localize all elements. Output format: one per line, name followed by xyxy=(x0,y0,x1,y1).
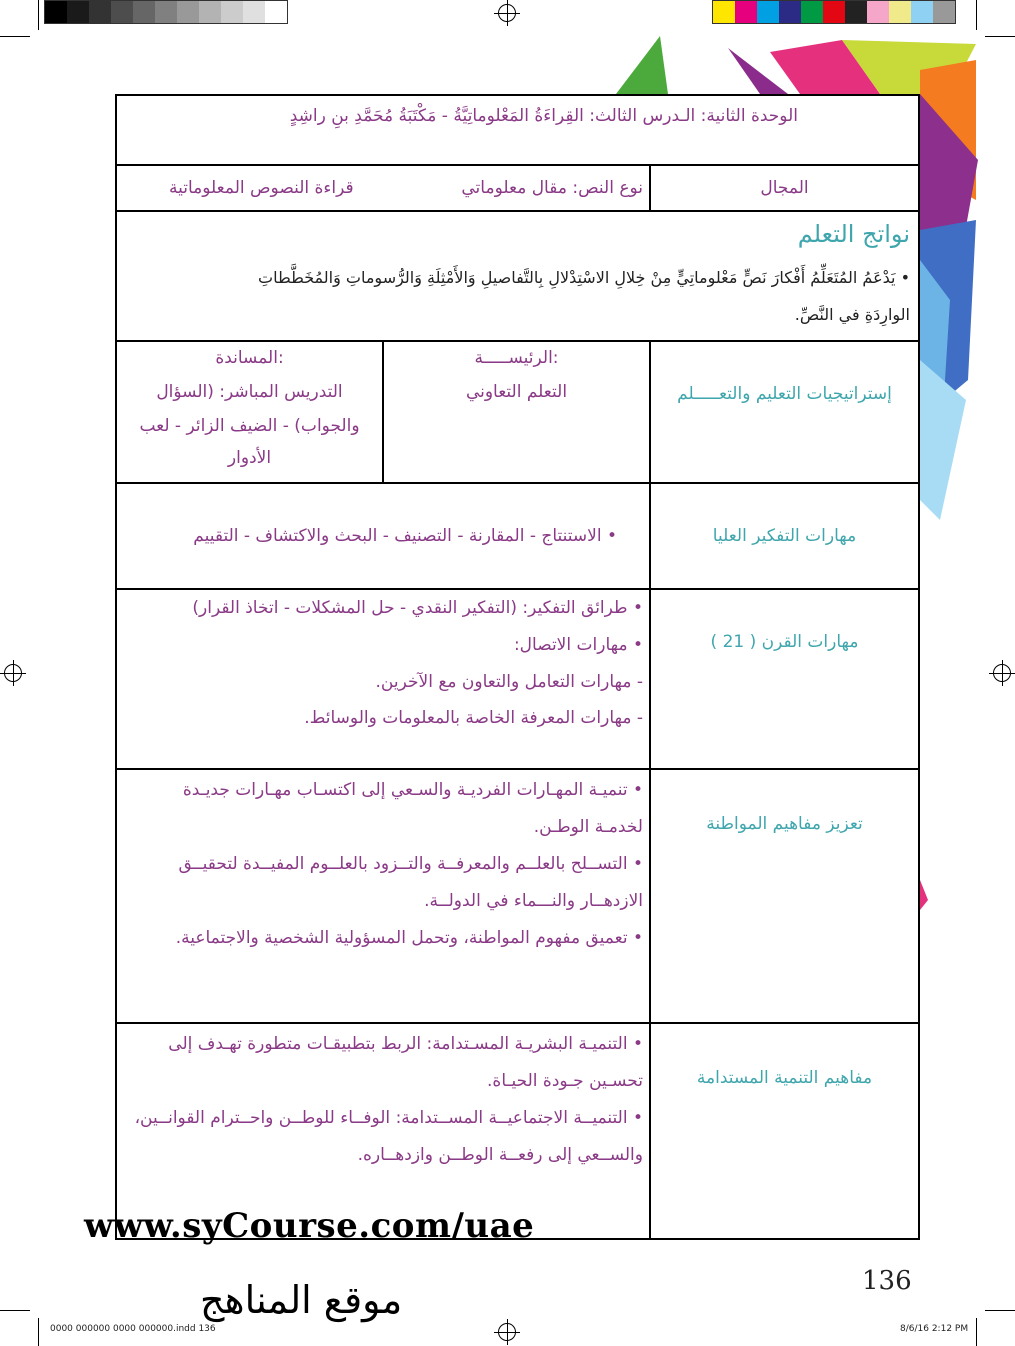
lesson-plan-table xyxy=(115,94,920,1240)
century-skills-label-cell xyxy=(649,588,920,770)
sustainability-label: مفاهيم التنمية المستدامة xyxy=(696,1068,873,1088)
outcomes-line-1: • يَدْعَمُ المُتَعَلِّمُ أَفْكارَ نَصٍّ مَعْلوماتِيٍّ مِنْ خِلالِ الاسْتِدْلالِ بِالتَّفاصيلِ وَالأَمْثِلَةِ وَالرُّسوماتِ وَالمُخَطَّطاتِ xyxy=(258,268,910,287)
sustainability-line: والســعي إلى رفعــة الوطــن وازدهــاره. xyxy=(357,1145,643,1165)
century-skill-line: - مهارات المعرفة الخاصة بالمعلومات والوسائط. xyxy=(304,708,643,728)
sustainability-line: تحسـين جـودة الحيـاة. xyxy=(487,1071,643,1091)
text-type: نوع النص: مقال معلوماتي xyxy=(461,178,643,198)
citizenship-line: لخدمـة الوطـن. xyxy=(533,817,643,837)
citizenship-label-cell xyxy=(649,768,920,1024)
support-strategy-line: والجواب) - الضيف الزائر - لعب xyxy=(139,416,360,436)
outcomes-heading: نواتج التعلم xyxy=(797,220,910,248)
citizenship-label: تعزيز مفاهيم المواطنة xyxy=(706,814,863,834)
century-skill-line: • طرائق التفكير: (التفكير النقدي - حل المشكلات - اتخاذ القرار) xyxy=(192,598,643,618)
century-skills-value-cell xyxy=(115,588,651,770)
higher-thinking-label-cell xyxy=(649,482,920,590)
higher-thinking-text: • الاستنتاج - المقارنة - التصنيف - البحث والاكتشاف - التقييم xyxy=(193,526,617,546)
sustainability-line: • التنميـة البشريـة المسـتدامة: الربط بتطبيقـات متطورة تهـدف إلى xyxy=(168,1034,643,1054)
higher-thinking-label: مهارات التفكير العليا xyxy=(712,526,857,546)
unit-lesson-title: الوحدة الثانية: الـدرس الثالث: القِراءَةُ المَعْلوماتِيَّةُ - مَكْتَبَةُ مُحَمَّدِ بنِ راشِدٍ xyxy=(289,106,798,126)
higher-thinking-value-cell xyxy=(115,482,651,590)
main-strategy-heading: الرئيســـــة: xyxy=(474,348,559,368)
header-cell xyxy=(115,94,920,166)
citizenship-line: • تعميق مفهوم المواطنة، وتحمل المسؤولية الشخصية والاجتماعية. xyxy=(175,928,643,948)
file-slug: 0000 000000 0000 000000.indd 136 xyxy=(50,1324,216,1334)
domain-label-cell xyxy=(649,164,920,212)
citizenship-line: • التســلح بالعلــم والمعرفــة والتــزود بالعلــوم المفيــدة لتحقيــق xyxy=(178,854,643,874)
century-skill-line: - مهارات التعامل والتعاون مع الآخرين. xyxy=(375,672,643,692)
citizenship-value-cell xyxy=(115,768,651,1024)
strategies-label-cell xyxy=(649,340,920,484)
domain-label: المجال xyxy=(760,178,809,198)
strategies-label: إستراتيجيات التعليم والتعـــــلم xyxy=(677,384,892,404)
outcomes-cell xyxy=(115,210,920,342)
main-strategy-value: التعلم التعاوني xyxy=(465,382,568,402)
print-date: 8/6/16 2:12 PM xyxy=(900,1324,969,1334)
website-url[interactable]: www.syCourse.com/uae xyxy=(84,1206,535,1246)
support-strategy-cell xyxy=(115,340,384,484)
sustainability-label-cell xyxy=(649,1022,920,1240)
sustainability-line: • التنميــة الاجتماعيــة المســتدامة: الوفــاء للوطــن واحــترام القوانــين، xyxy=(134,1108,643,1128)
page-number: 136 xyxy=(862,1266,912,1296)
reading-type: قراءة النصوص المعلوماتية xyxy=(169,178,354,198)
main-strategy-cell xyxy=(382,340,651,484)
citizenship-line: • تنميـة المهـارات الفرديـة والسـعي إلى اكتسـاب مهـارات جديـدة xyxy=(182,780,643,800)
site-name: موقع المناهج xyxy=(200,1278,403,1322)
support-strategy-line: التدريس المباشر: (السؤال xyxy=(156,382,343,402)
outcomes-line-2: الوارِدَةِ في النَّصِّ. xyxy=(794,305,910,324)
domain-value-cell xyxy=(115,164,651,212)
support-strategy-line: الأدوار xyxy=(227,448,272,468)
century-skills-label: مهارات القرن ( 21 ) xyxy=(710,632,859,652)
support-strategy-heading: المساندة: xyxy=(215,348,284,368)
century-skill-line: • مهارات الاتصال: xyxy=(513,635,643,655)
citizenship-line: الازدهــار والنـــماء في الدولــة. xyxy=(424,891,643,911)
